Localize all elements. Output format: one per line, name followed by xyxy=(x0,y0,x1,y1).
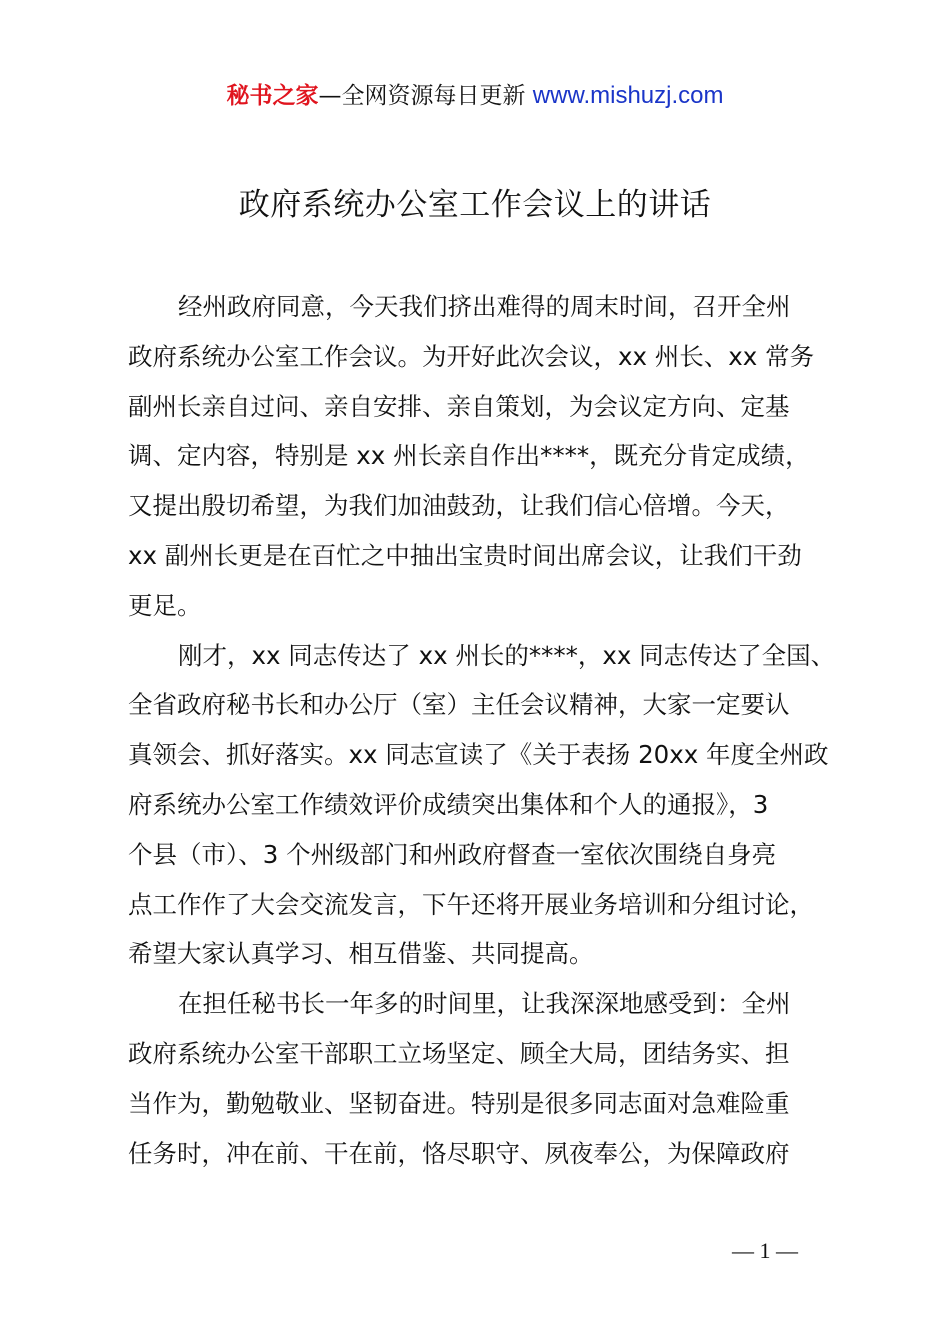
site-brand: 秘书之家 xyxy=(226,83,319,109)
text-line: 更足。 xyxy=(128,590,202,620)
text-line: 刚才，xx 同志传达了 xx 州长的****，xx 同志传达了全国、 xyxy=(178,640,836,670)
document-title: 政府系统办公室工作会议上的讲话 xyxy=(238,187,712,223)
text-line: 政府系统办公室工作会议。为开好此次会议，xx 州长、xx 常务 xyxy=(128,341,815,371)
text-line: 希望大家认真学习、相互借鉴、共同提高。 xyxy=(128,939,594,969)
site-url-link[interactable]: www.mishuzj.com xyxy=(532,82,724,109)
text-line: 当作为，勤勉敬业、坚韧奋进。特别是很多同志面对急难险重 xyxy=(128,1088,790,1118)
text-line: 个县（市）、3 个州级部门和州政府督查一室依次围绕自身亮 xyxy=(128,839,777,869)
text-line: 任务时，冲在前、干在前，恪尽职守、夙夜奉公，为保障政府 xyxy=(128,1138,790,1168)
text-line: 全省政府秘书长和办公厅（室）主任会议精神，大家一定要认 xyxy=(128,690,790,720)
text-line: 经州政府同意，今天我们挤出难得的周末时间，召开全州 xyxy=(178,292,791,321)
site-header xyxy=(0,80,950,112)
paragraph-3 xyxy=(128,979,852,1178)
text-line: 在担任秘书长一年多的时间里，让我深深地感受到：全州 xyxy=(178,989,791,1019)
document-body xyxy=(128,282,852,1178)
text-line: 真领会、抓好落实。xx 同志宣读了《关于表扬 20xx 年度全州政 xyxy=(128,740,829,770)
text-line: 府系统办公室工作绩效评价成绩突出集体和个人的通报》，3 xyxy=(128,789,769,819)
site-tagline: —全网资源每日更新 xyxy=(318,83,526,109)
text-line: 又提出殷切希望，为我们加油鼓劲，让我们信心倍增。今天， xyxy=(128,491,790,521)
text-line: xx 副州长更是在百忙之中抽出宝贵时间出席会议，让我们干劲 xyxy=(128,540,802,570)
text-line: 政府系统办公室干部职工立场坚定、顾全大局，团结务实、担 xyxy=(128,1038,790,1068)
paragraph-1 xyxy=(128,282,852,631)
page-number: — 1 — xyxy=(732,1238,798,1263)
text-line: 点工作作了大会交流发言，下午还将开展业务培训和分组讨论， xyxy=(128,889,814,919)
text-line: 调、定内容，特别是 xx 州长亲自作出****，既充分肯定成绩， xyxy=(128,441,810,471)
paragraph-2 xyxy=(128,631,852,980)
text-line: 副州长亲自过问、亲自安排、亲自策划，为会议定方向、定基 xyxy=(128,391,790,421)
